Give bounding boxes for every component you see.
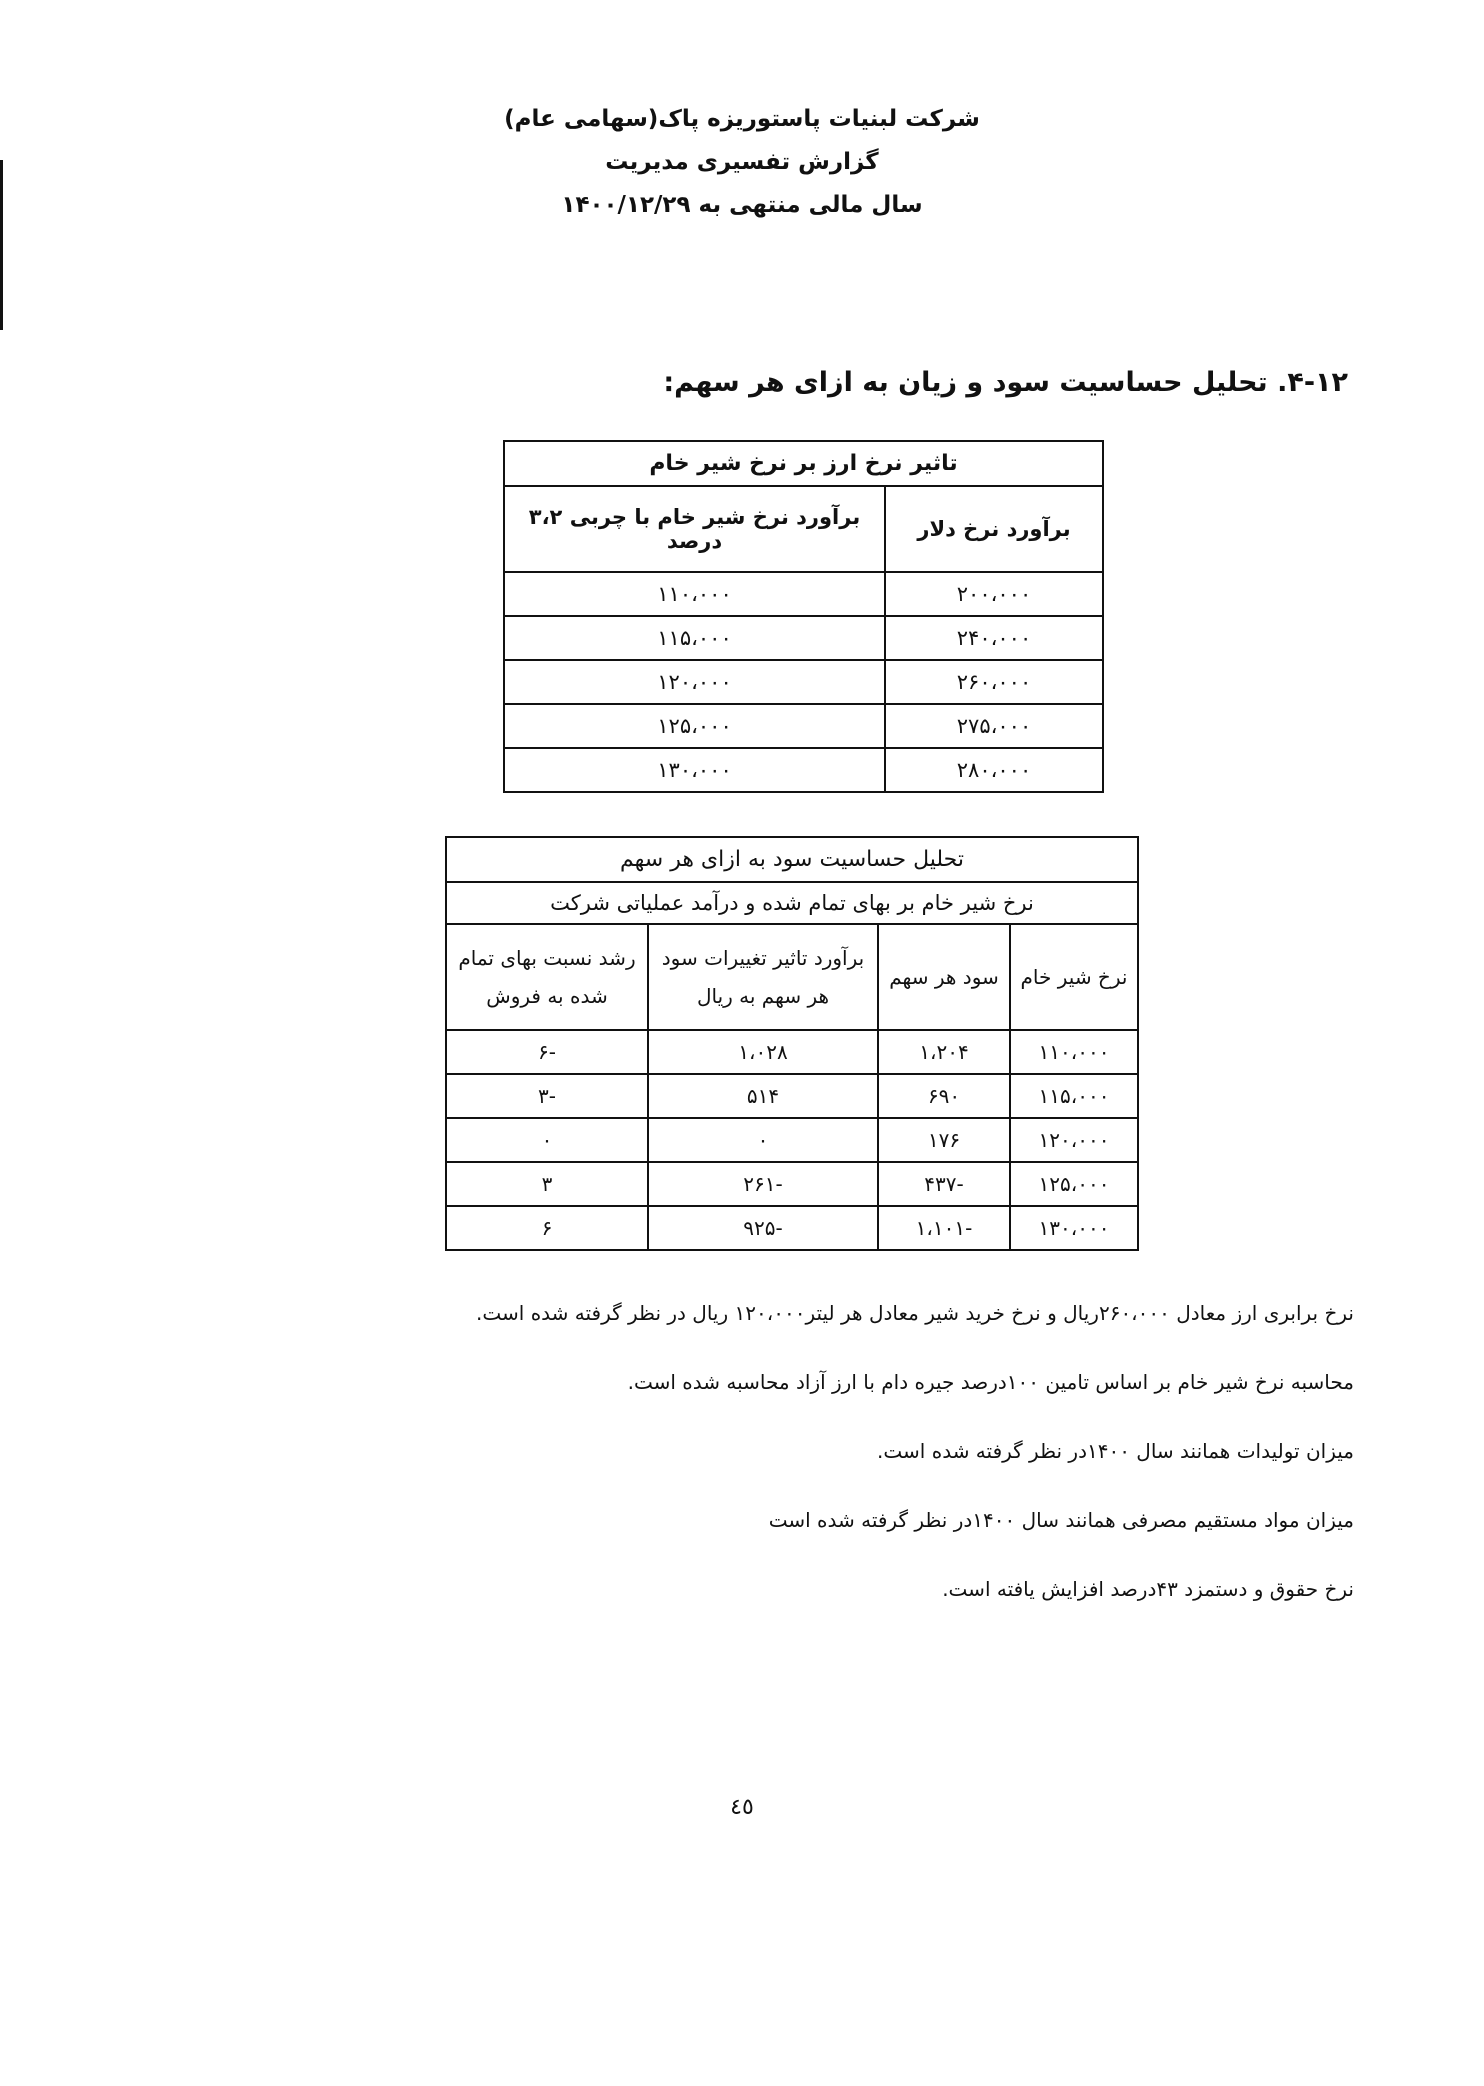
table-row: [504, 748, 1103, 792]
table-cell: ۱۳۰،۰۰۰: [504, 748, 885, 792]
report-title: گزارش تفسیری مدیریت: [605, 149, 879, 175]
table-cell: -۶: [446, 1030, 648, 1074]
table-cell: ۱۳۰،۰۰۰: [1010, 1206, 1138, 1250]
table-cell: -۴۳۷: [878, 1162, 1010, 1206]
table-row: [504, 616, 1103, 660]
table-cell: ۱۲۵،۰۰۰: [504, 704, 885, 748]
note-line: محاسبه نرخ شیر خام بر اساس تامین ۱۰۰درصد جیره دام با ارز آزاد محاسبه شده است.: [627, 1370, 1354, 1394]
page-number: ٤٥: [730, 1795, 754, 1820]
table-cell: ۱۲۰،۰۰۰: [504, 660, 885, 704]
table-row: [504, 704, 1103, 748]
table-cell: ۱۱۵،۰۰۰: [504, 616, 885, 660]
fiscal-period: سال مالی منتهی به ۱۴۰۰/۱۲/۲۹: [561, 192, 923, 218]
table-row: [446, 1162, 1138, 1206]
table-row: [446, 1030, 1138, 1074]
fx-impact-table: [503, 440, 1104, 793]
assumption-notes: [354, 1296, 1354, 1641]
table-cell: -۳: [446, 1074, 648, 1118]
table-cell: ۶: [446, 1206, 648, 1250]
table-cell: ۱۲۰،۰۰۰: [1010, 1118, 1138, 1162]
column-header: برآورد تاثیر تغییرات سود هر سهم به ریال: [648, 924, 878, 1030]
table-cell: ۵۱۴: [648, 1074, 878, 1118]
table-cell: ۲۴۰،۰۰۰: [885, 616, 1103, 660]
table-cell: ۲۸۰،۰۰۰: [885, 748, 1103, 792]
table-cell: ۱۱۵،۰۰۰: [1010, 1074, 1138, 1118]
column-header: برآورد نرخ دلار: [885, 486, 1103, 572]
column-header: نرخ شیر خام: [1010, 924, 1138, 1030]
table-cell: -۲۶۱: [648, 1162, 878, 1206]
table-cell: ۶۹۰: [878, 1074, 1010, 1118]
column-header: برآورد نرخ شیر خام با چربی ۳،۲ درصد: [504, 486, 885, 572]
company-name: شرکت لبنیات پاستوریزه پاک(سهامی عام): [504, 106, 980, 132]
table-cell: ۱،۰۲۸: [648, 1030, 878, 1074]
table-cell: ۰: [446, 1118, 648, 1162]
table-cell: ۱۱۰،۰۰۰: [1010, 1030, 1138, 1074]
note-line: نرخ حقوق و دستمزد ۴۳درصد افزایش یافته است.: [942, 1577, 1354, 1601]
table-subtitle: نرخ شیر خام بر بهای تمام شده و درآمد عملیاتی شرکت: [446, 882, 1138, 924]
table-row: [446, 1074, 1138, 1118]
table-title: تحلیل حساسیت سود به ازای هر سهم: [446, 837, 1138, 882]
table-cell: ۳: [446, 1162, 648, 1206]
section-title: ۴-۱۲. تحلیل حساسیت سود و زیان به ازای هر سهم:: [663, 367, 1348, 398]
column-header: رشد نسبت بهای تمام شده به فروش: [446, 924, 648, 1030]
table-cell: ۱۱۰،۰۰۰: [504, 572, 885, 616]
note-line: میزان تولیدات همانند سال ۱۴۰۰در نظر گرفته شده است.: [877, 1439, 1354, 1463]
document-header: [0, 98, 1484, 227]
table-cell: ۱۲۵،۰۰۰: [1010, 1162, 1138, 1206]
table-cell: ۲۷۵،۰۰۰: [885, 704, 1103, 748]
table-cell: ۱،۲۰۴: [878, 1030, 1010, 1074]
table-cell: -۹۲۵: [648, 1206, 878, 1250]
table-cell: ۰: [648, 1118, 878, 1162]
table-row: [446, 1118, 1138, 1162]
table-cell: ۲۰۰،۰۰۰: [885, 572, 1103, 616]
table-row: [446, 1206, 1138, 1250]
table-title: تاثیر نرخ ارز بر نرخ شیر خام: [504, 441, 1103, 486]
table-row: [504, 660, 1103, 704]
table-cell: ۲۶۰،۰۰۰: [885, 660, 1103, 704]
eps-sensitivity-table: [445, 836, 1139, 1251]
table-cell: ۱۷۶: [878, 1118, 1010, 1162]
note-line: نرخ برابری ارز معادل ۲۶۰،۰۰۰ریال و نرخ خرید شیر معادل هر لیتر۱۲۰،۰۰۰ ریال در نظر گرفته شده است.: [476, 1301, 1354, 1325]
column-header: سود هر سهم: [878, 924, 1010, 1030]
table-cell: -۱،۱۰۱: [878, 1206, 1010, 1250]
note-line: میزان مواد مستقیم مصرفی همانند سال ۱۴۰۰در نظر گرفته شده است: [768, 1508, 1354, 1532]
table-row: [504, 572, 1103, 616]
